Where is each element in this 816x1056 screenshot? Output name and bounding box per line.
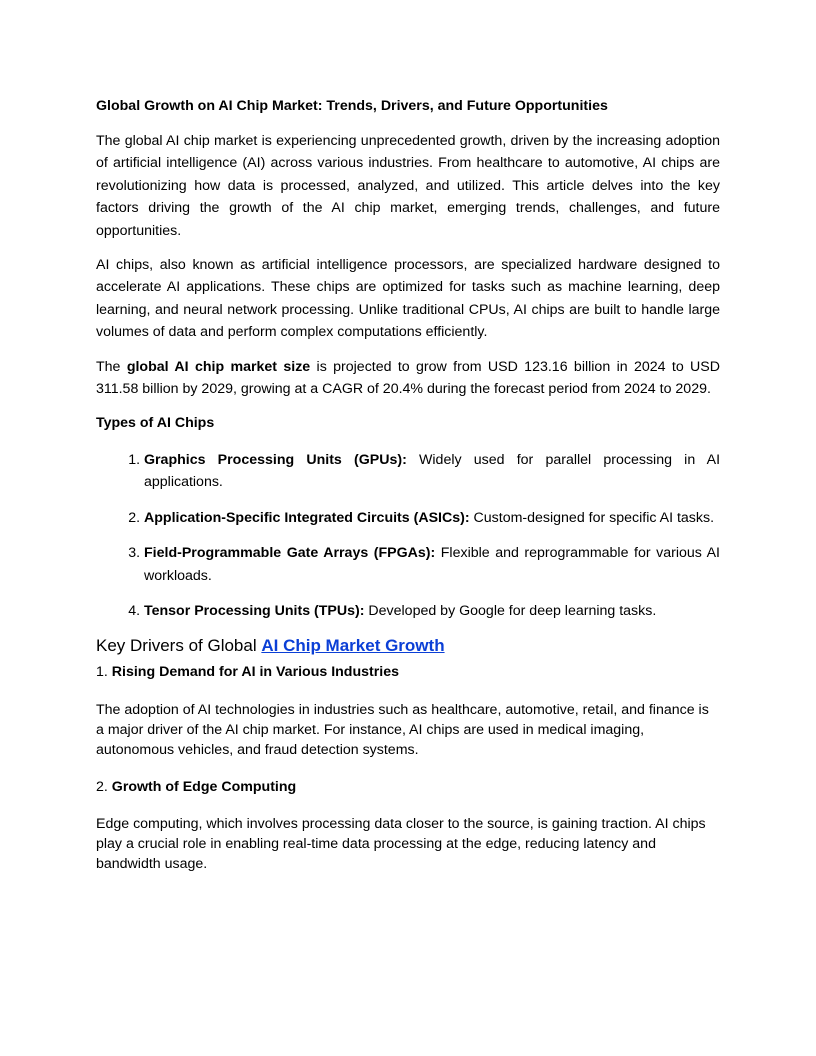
intro-paragraph-1: The global AI chip market is experiencing unprecedented growth, driven by the increasing adoption of artificial intelligence (AI) across various industries. From healthcare to automotive, AI chips are revolutionizing how data is processed, analyzed, and utilized. This article delves into the key factors driving the growth of the AI chip market, emerging trends, challenges, and future opportunities. — [96, 133, 720, 239]
driver-2-paragraph: Edge computing, which involves processing data closer to the source, is gaining traction. AI chips play a crucial role in enabling real-time data processing at the edge, reducing latency and bandwidth usage. — [96, 816, 706, 873]
driver-2-heading — [96, 776, 720, 798]
list-item-lead: Tensor Processing Units (TPUs): — [144, 602, 365, 619]
list-item-text: Developed by Google for deep learning tasks. — [364, 602, 657, 619]
list-item-text: Widely used for parallel processing in AI applications. — [144, 451, 721, 491]
list-item-text: Flexible and reprogrammable for various AI workloads. — [144, 545, 720, 584]
market-size-post: is projected to grow from USD 123.16 billion in 2024 to USD 311.58 billion by 2029, growing at a CAGR of 20.4% during the forecast period from 2024 to 2029. — [96, 358, 721, 398]
market-size-paragraph — [96, 356, 720, 401]
drivers-heading — [96, 635, 720, 657]
list-item — [144, 507, 720, 529]
types-list — [96, 449, 720, 622]
driver-2-title: Growth of Edge Computing — [111, 778, 297, 795]
drivers-heading-text: Key Drivers of Global — [96, 636, 262, 656]
driver-1-number: 1. — [96, 664, 112, 681]
list-item — [144, 449, 720, 494]
document-page — [96, 96, 720, 890]
document-title: Global Growth on AI Chip Market: Trends, Drivers, and Future Opportunities — [96, 98, 608, 114]
market-size-bold: global AI chip market size — [126, 358, 311, 375]
list-item — [144, 542, 720, 587]
list-item — [144, 600, 720, 622]
driver-2-number: 2. — [96, 778, 112, 795]
driver-1-paragraph: The adoption of AI technologies in industries such as healthcare, automotive, retail, and finance is a major driver of the AI chip market. For instance, AI chips are used in medical imaging, autonomous vehicles, and fraud detection systems. — [96, 701, 709, 758]
market-size-pre: The — [96, 358, 127, 375]
types-heading: Types of AI Chips — [96, 415, 215, 432]
list-item-text: Custom-designed for specific AI tasks. — [469, 509, 715, 526]
list-item-lead: Field-Programmable Gate Arrays (FPGAs): — [144, 545, 436, 562]
driver-1-title: Rising Demand for AI in Various Industries — [111, 664, 399, 681]
list-item-lead: Graphics Processing Units (GPUs): — [144, 451, 407, 468]
list-item-lead: Application-Specific Integrated Circuits (ASICs): — [144, 509, 470, 526]
driver-1-heading — [96, 661, 720, 683]
ai-chip-market-growth-link[interactable]: AI Chip Market Growth — [261, 636, 445, 656]
intro-paragraph-2: AI chips, also known as artificial intelligence processors, are specialized hardware designed to accelerate AI applications. These chips are optimized for tasks such as machine learning, deep learning, and neural network processing. Unlike traditional CPUs, AI chips are built to handle large volumes of data and perform complex computations efficiently. — [96, 257, 720, 341]
